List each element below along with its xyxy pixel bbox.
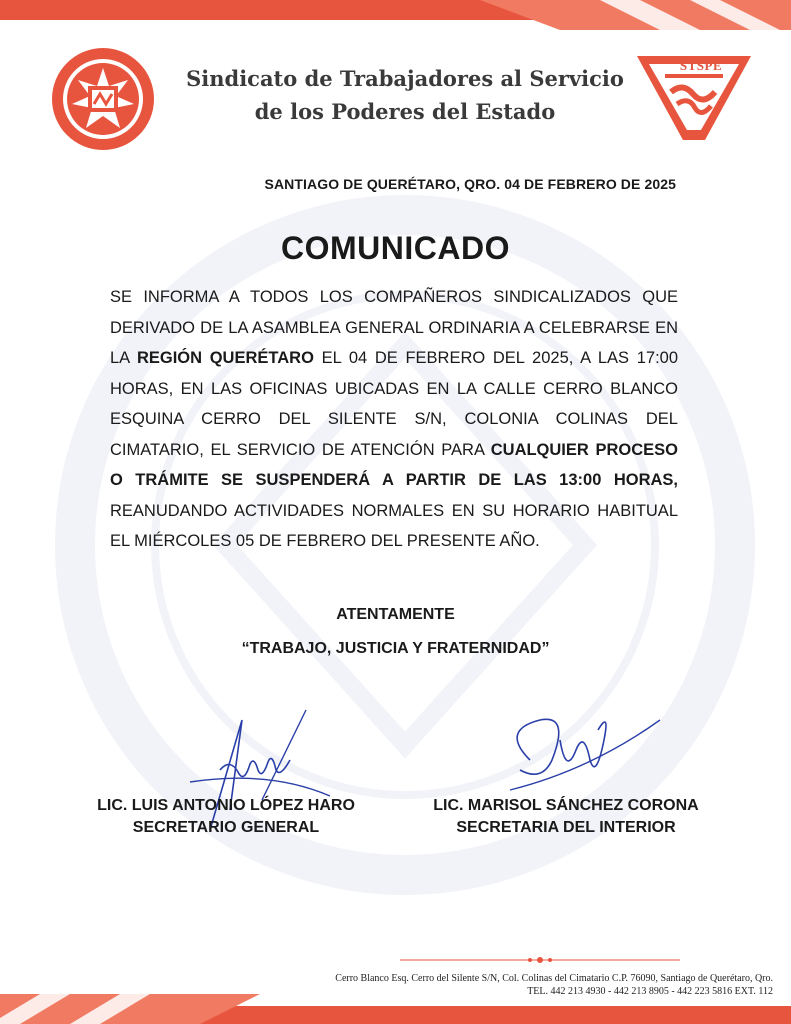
closing-salutation: ATENTAMENTE <box>336 606 455 623</box>
signatory-left-title: SECRETARIO GENERAL <box>132 819 320 836</box>
footer-phones: TEL. 442 213 4930 - 442 213 8905 - 442 223 5816 EXT. 112 <box>527 986 773 997</box>
document-heading: COMUNICADO <box>281 230 510 266</box>
org-name-line2: de los Poderes del Estado <box>254 99 556 124</box>
footer-divider <box>400 956 680 964</box>
body-text-part2: EL 04 DE FEBRERO DEL 2025, A LAS 17:00 HORAS, EN LAS OFICINAS UBICADAS EN LA CALLE CERRO BLANCO ESQUINA CERRO DEL SILENTE S/N, COLONIA COLINAS DEL CIMATARIO, EL SERVICIO DE ATENCIÓN PARA <box>110 349 679 459</box>
signatory-left <box>56 795 396 839</box>
body-bold-region: REGIÓN QUERÉTARO <box>136 349 314 367</box>
top-decorative-band <box>0 0 791 30</box>
union-seal-logo <box>50 46 156 152</box>
announcement-body <box>110 282 678 557</box>
organization-name <box>170 62 640 128</box>
signatory-right <box>396 795 736 839</box>
body-bold-suspension: CUALQUIER PROCESO O TRÁMITE SE SUSPENDERÁ A PARTIR DE LAS 13:00 HORAS, <box>110 440 678 489</box>
date-line: SANTIAGO DE QUERÉTARO, QRO. 04 DE FEBRERO DE 2025 <box>264 176 676 192</box>
org-name-line1: Sindicato de Trabajadores al Servicio <box>186 66 624 91</box>
body-text-part1: SE INFORMA A TODOS LOS COMPAÑEROS SINDICALIZADOS QUE DERIVADO DE LA ASAMBLEA GENERAL ORDINARIA A CELEBRARSE EN LA <box>110 288 678 367</box>
signatory-right-title: SECRETARIA DEL INTERIOR <box>456 819 676 836</box>
footer-address: Cerro Blanco Esq. Cerro del Silente S/N, Col. Colinas del Cimatario C.P. 76090, Santiago de Querétaro, Qro. <box>335 973 773 984</box>
body-text-part3: REANUDANDO ACTIVIDADES NORMALES EN SU HORARIO HABITUAL EL MIÉRCOLES 05 DE FEBRERO DEL PRESENTE AÑO. <box>110 501 678 550</box>
signature-marisol-sanchez <box>480 690 680 810</box>
bottom-decorative-band <box>0 994 791 1024</box>
signatory-right-name: LIC. MARISOL SÁNCHEZ CORONA <box>433 797 699 814</box>
signatory-left-name: LIC. LUIS ANTONIO LÓPEZ HARO <box>97 797 355 814</box>
closing-motto: “TRABAJO, JUSTICIA Y FRATERNIDAD” <box>241 640 550 657</box>
stspe-logo-text: STSPE <box>679 58 723 73</box>
